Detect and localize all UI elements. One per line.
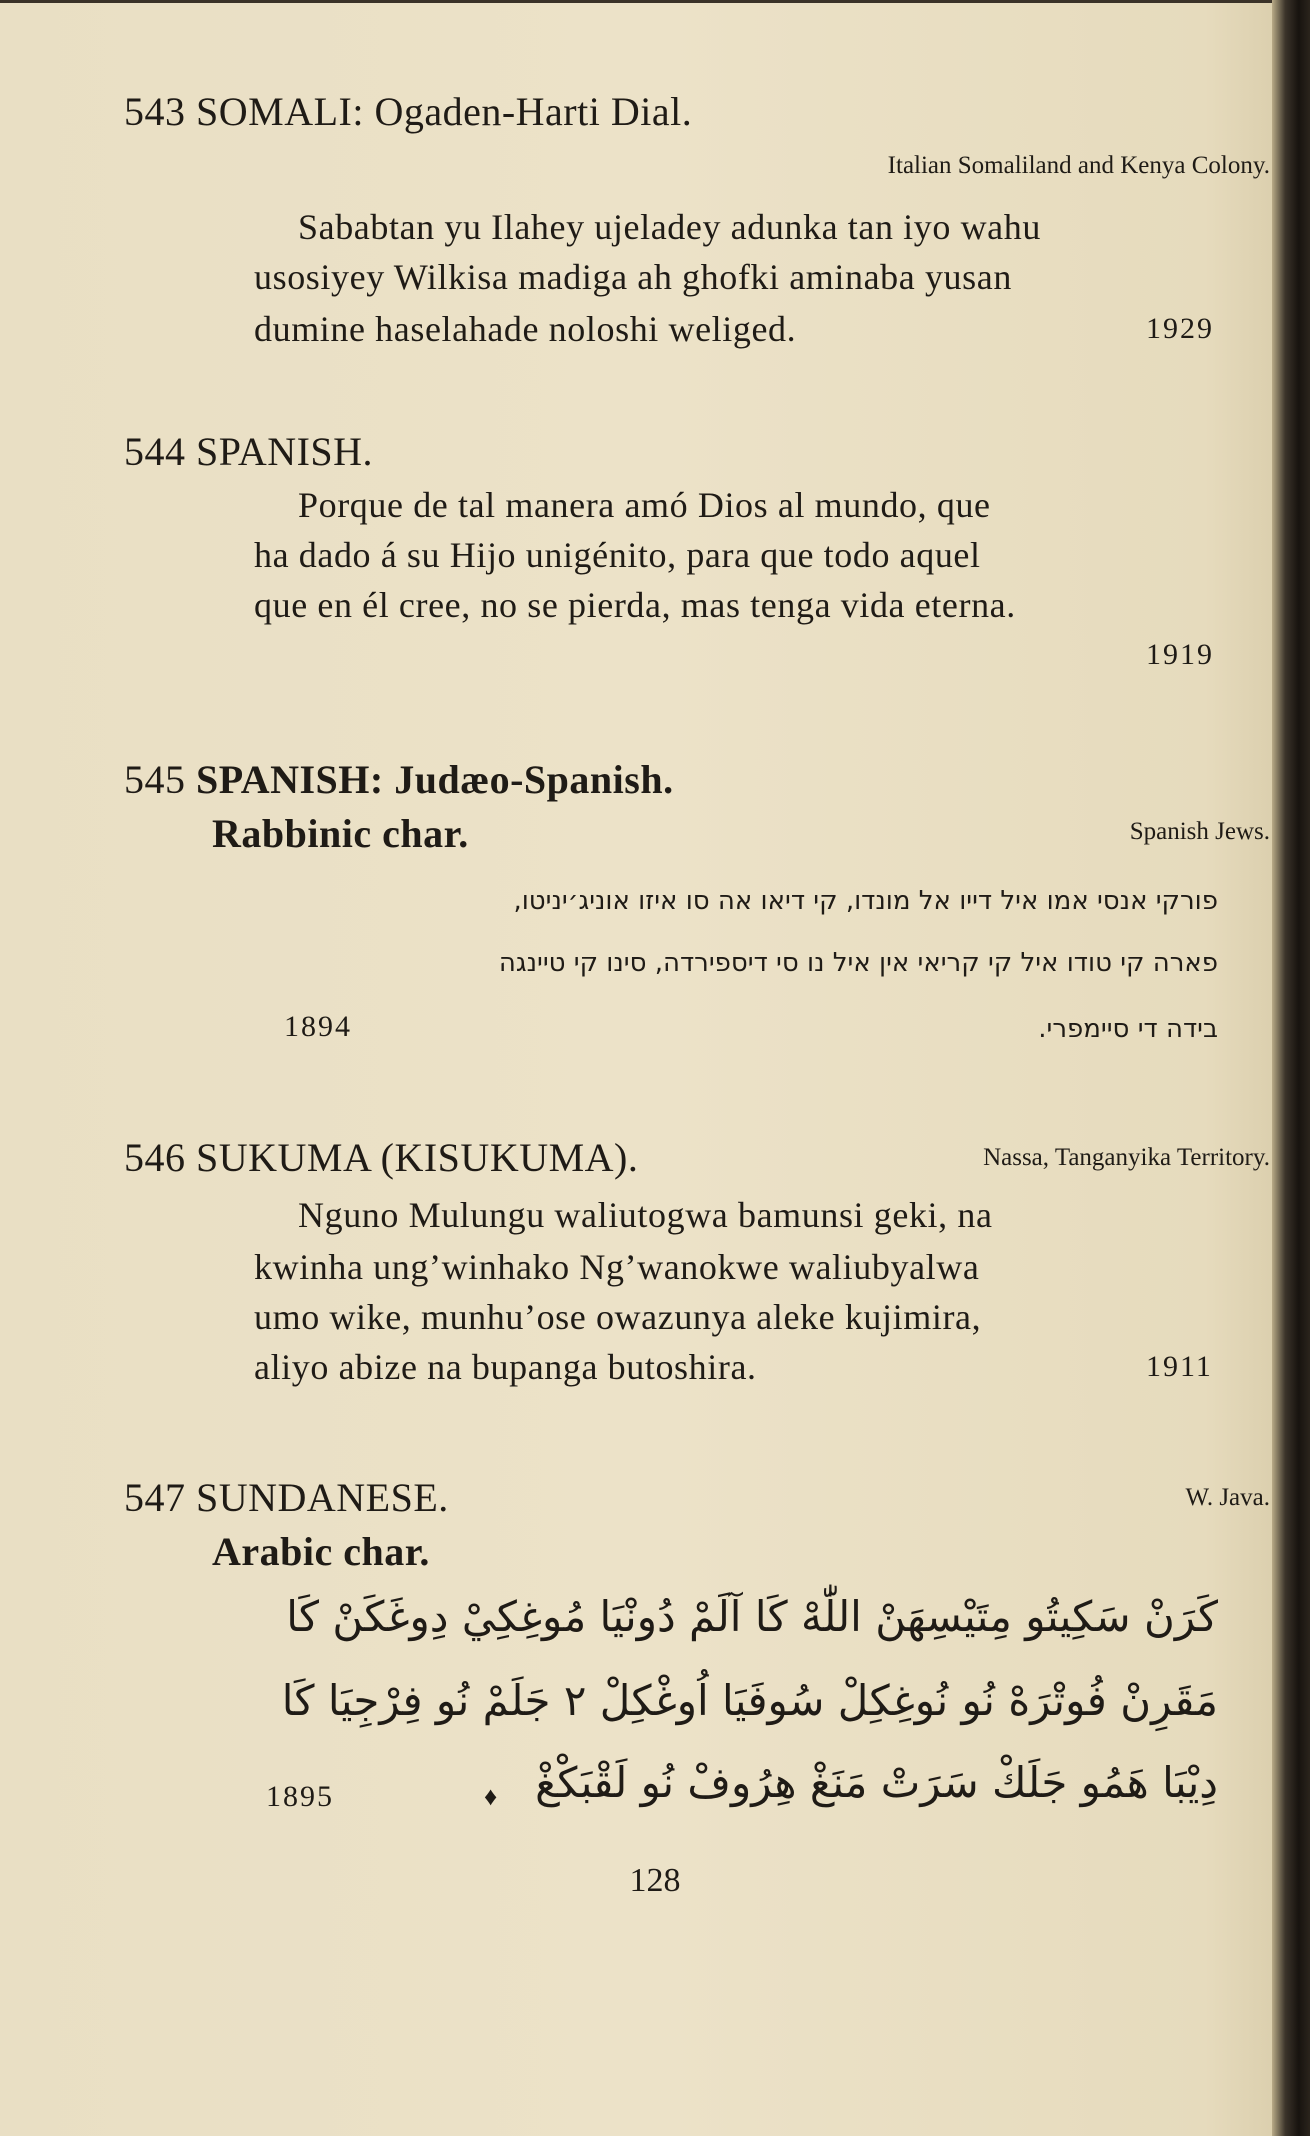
entry-545-heading [124,756,674,803]
entry-544-year: 1919 [1146,638,1214,671]
entry-544-line-3: que en él cree, no se pierda, mas tenga vida eterna. [254,585,1016,625]
entry-title: SUKUMA (KISUKUMA). [196,1135,639,1180]
entry-546-region: Nassa, Tanganyika Territory. [983,1144,1270,1171]
entry-545-hebrew-line-3: בידה די סיימפרי. [1038,1014,1218,1044]
entry-547-heading [124,1474,449,1521]
entry-545-region: Spanish Jews. [1129,818,1270,845]
entry-547-subtitle: Arabic char. [212,1529,430,1574]
entry-number: 547 [124,1475,186,1520]
entry-546-line-2: kwinha ung’winhako Ng’wanokwe waliubyalwa [254,1247,980,1287]
entry-546-line-4: aliyo abize na bupanga butoshira. [254,1347,757,1387]
entry-title: SOMALI: Ogaden-Harti Dial. [196,89,693,134]
entry-number: 544 [124,429,186,474]
book-gutter [1272,0,1310,2136]
entry-545-subtitle: Rabbinic char. [212,811,469,856]
entry-543-line-2: usosiyey Wilkisa madiga ah ghofki aminaba yusan [254,257,1012,297]
entry-546-year: 1911 [1146,1350,1213,1383]
entry-543-line-3: dumine haselahade noloshi weliged. [254,309,797,349]
entry-547-arabic-line-2: مَقَرِنْ فُوتْرَهْ نُو نُوغِكِلْ سُوفَيَا اُوغْكِلْ ۲ جَلَمْ نُو فِرْجِيَا كَا [281,1676,1218,1725]
entry-543-region: Italian Somaliland and Kenya Colony. [887,152,1270,179]
entry-546-heading [124,1134,638,1181]
entry-543-line-1: Sababtan yu Ilahey ujeladey adunka tan iyo wahu [298,207,1041,247]
entry-546-line-3: umo wike, munhu’ose owazunya aleke kujimira, [254,1297,982,1337]
entry-number: 545 [124,757,186,802]
entry-543-year: 1929 [1146,312,1214,345]
entry-544-line-2: ha dado á su Hijo unigénito, para que todo aquel [254,535,981,575]
entry-number: 546 [124,1135,186,1180]
entry-547-arabic-line-3: دِيْبَا هَمُو جَلَكْ سَرَتْ مَنَغْ هِرُوفْ نُو لَقْبَكْغْ [535,1758,1218,1807]
entry-547-region: W. Java. [1185,1484,1270,1511]
entry-547-arabic-line-1: كَرَنْ سَكِيتُو مِتَيْسِهَنْ اللّٰهْ كَا آلَمْ دُونْيَا مُوغِكِيْ دِوغَكَنْ كَا [286,1592,1218,1641]
entry-title: SUNDANESE. [196,1475,449,1520]
entry-545-hebrew-line-2: פארה קי טודו איל קי קריאי אין איל נו סי דיספירדה, סינו קי טיינגה [498,948,1218,978]
entry-546-line-1: Nguno Mulungu waliutogwa bamunsi geki, na [298,1195,993,1235]
entry-544-heading [124,428,373,475]
top-edge-line [0,0,1272,3]
end-mark-icon: ♦ [484,1782,498,1811]
entry-544-line-1: Porque de tal manera amó Dios al mundo, que [298,485,991,525]
entry-title: SPANISH. [196,429,374,474]
entry-title: SPANISH: Judæo-Spanish. [196,757,674,802]
entry-number: 543 [124,89,186,134]
page-number: 128 [629,1862,681,1899]
entry-545-year: 1894 [284,1010,352,1043]
entry-545-hebrew-line-1: פורקי אנסי אמו איל דייו אל מונדו, קי דיאו אה סו איזו אוניג׳יניטו, [513,886,1218,916]
entry-547-year: 1895 [266,1780,334,1813]
entry-543-heading [124,88,692,135]
